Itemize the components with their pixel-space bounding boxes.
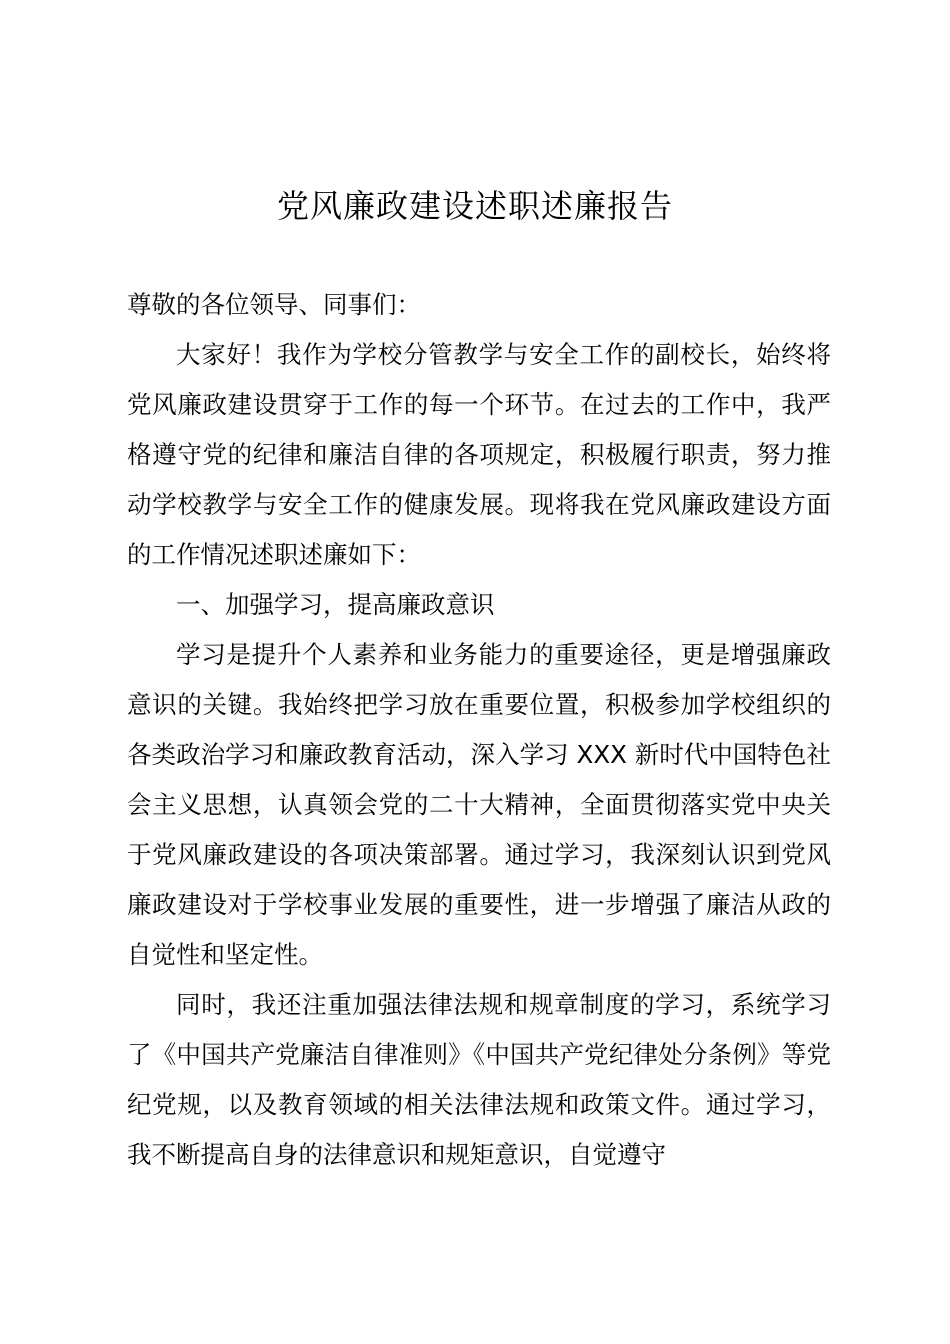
paragraph-study: 学习是提升个人素养和业务能力的重要途径，更是增强廉政意识的关键。我始终把学习放在重要位置，积极参加学校组织的各类政治学习和廉政教育活动，深入学习 XXX 新时代中国特色社会主义思想，认真领会党的二十大精神，全面贯彻落实党中央关于党风廉政建设的各项决策部署。通过学习，我深刻认识到党风廉政建设对于学校事业发展的重要性，进一步增强了廉洁从政的自觉性和坚定性。 — [127, 640, 831, 969]
document-body — [127, 280, 831, 1180]
salutation: 尊敬的各位领导、同事们： — [127, 290, 421, 319]
paragraph-law: 同时，我还注重加强法律法规和规章制度的学习，系统学习了《中国共产党廉洁自律准则》《中国共产党纪律处分条例》等党纪党规，以及教育领域的相关法律法规和政策文件。通过学习，我不断提高自身的法律意识和规矩意识，自觉遵守 — [127, 990, 831, 1169]
paragraph-intro: 大家好！我作为学校分管教学与安全工作的副校长，始终将党风廉政建设贯穿于工作的每一个环节。在过去的工作中，我严格遵守党的纪律和廉洁自律的各项规定，积极履行职责，努力推动学校教学与安全工作的健康发展。现将我在党风廉政建设方面的工作情况述职述廉如下： — [127, 340, 831, 569]
document-title: 党风廉政建设述职述廉报告 — [276, 187, 673, 225]
section-heading: 一、加强学习，提高廉政意识 — [176, 590, 495, 619]
